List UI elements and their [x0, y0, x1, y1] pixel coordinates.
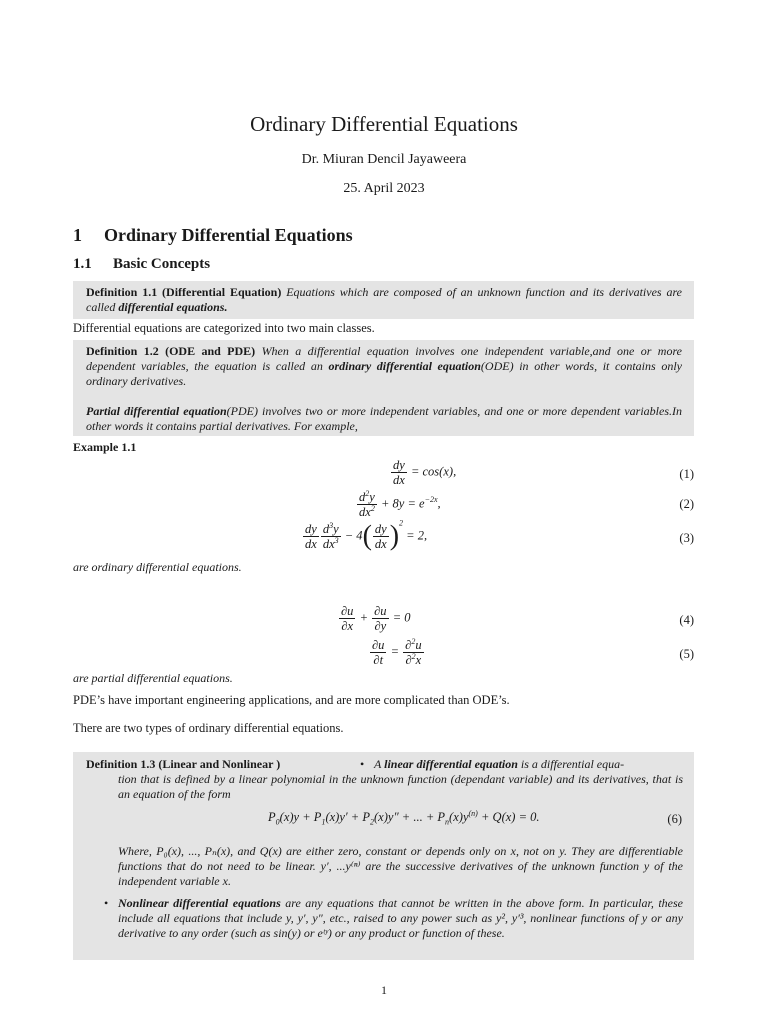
definition-label: Definition 1.2 (ODE and PDE)	[86, 344, 256, 358]
where-text: Where, P₀(x), ..., Pₙ(x), and Q(x) are either zero, constant or depends only on x, not on y. They are differentiable functions that do not need to be linear. y′, ...y⁽ⁿ⁾ are the successive derivatives of the unknown function y of the independent variable x.	[118, 844, 683, 888]
bullet-linear-start: • A linear differential equation is a differential equa-	[360, 757, 625, 771]
equation-number-5: (5)	[679, 647, 694, 661]
subsection-heading	[73, 256, 210, 273]
bullet-icon: •	[104, 896, 109, 910]
section-heading	[73, 225, 353, 246]
linear-term: linear differential equation	[384, 757, 518, 771]
bullet-nonlinear	[102, 896, 683, 941]
definition-term: differential equations.	[118, 300, 228, 314]
equation-number-3: (3)	[679, 531, 694, 545]
definition-text-continued: (ODE) in other words, it contains only ordinary derivatives.	[86, 359, 682, 388]
document-date: 25. April 2023	[343, 181, 425, 196]
nonlinear-definition-text: are any equations that cannot be written in the above form. In particular, these include all equations that include y, y′, y″, etc., raised to any power such as y², y′³, nonlinear functions of y or any derivative to any order (such as sin(y) or eᵗʸ) or any product or function of these.	[118, 896, 683, 940]
document-title: Ordinary Differential Equations	[250, 112, 518, 136]
nonlinear-term: Nonlinear differential equations	[118, 896, 281, 910]
definition-text: When a differential equation involves one independent variable,and one or more dependent variables, the equation is called an	[86, 344, 682, 373]
linear-definition-text: tion that is defined by a linear polynomial in the unknown function (dependant variable) and its derivatives, that is an equation of the form	[118, 772, 683, 801]
pde-caption: are partial differential equations.	[73, 671, 233, 685]
equation-3: $\frac{dy}{dx}$ $\frac{d^3y}{dx^3}$ − 4( $\frac{dy}{dx}$ )$^2$ = 2,	[305, 518, 428, 552]
paragraph-types: There are two types of ordinary differential equations.	[73, 721, 344, 735]
bullet-icon: •	[360, 757, 365, 771]
example-label: Example 1.1	[73, 440, 137, 454]
definition-label: Definition 1.3 (Linear and Nonlinear )	[86, 757, 281, 771]
definition-1-1-box	[73, 281, 694, 319]
section-title: Ordinary Differential Equations	[104, 225, 353, 245]
equation-number-6: (6)	[667, 812, 682, 826]
paragraph-pde: PDE’s have important engineering applications, and are more complicated than ODE’s.	[73, 693, 510, 707]
definition-label: Definition 1.1 (Differential Equation)	[86, 285, 282, 299]
definition-term: ordinary differential equation	[328, 359, 481, 373]
equation-number-4: (4)	[679, 613, 694, 627]
equation-4: $\frac{\partial u}{\partial x}$ + $\frac{\partial u}{\partial y}$ = 0	[341, 604, 411, 633]
author-name: Dr. Miuran Dencil Jayaweera	[301, 152, 467, 167]
equation-2: $\frac{d^2y}{dx^2}$ + $8y = e^{-2x}$,	[359, 488, 441, 519]
equation-6: $P_0(x)y + P_1(x)y' + P_2(x)y''$ + ... + $P_n(x)y^{(n)} + Q(x) = 0$.	[268, 808, 540, 827]
equation-number-2: (2)	[679, 497, 694, 511]
definition-1-3-box	[73, 752, 694, 960]
subsection-number: 1.1	[73, 256, 92, 272]
page-number: 1	[381, 983, 387, 997]
equation-5: $\frac{\partial u}{\partial t}$ = $\frac{\partial^2u}{\partial^2x}$	[372, 636, 422, 667]
pde-term: Partial differential equation	[86, 404, 227, 418]
paragraph-categories: Differential equations are categorized into two main classes.	[73, 321, 375, 335]
subsection-title: Basic Concepts	[113, 256, 211, 272]
equation-number-1: (1)	[679, 467, 694, 481]
definition-text: Equations which are composed of an unknown function and its derivatives are called	[86, 285, 682, 314]
pde-definition-text: (PDE) involves two or more independent variables, and one or more dependent variables.In other words it contains partial derivatives. For example,	[86, 404, 682, 433]
equation-1: $\frac{dy}{dx}$ = cos(x),	[393, 458, 457, 487]
section-number: 1	[73, 225, 82, 245]
definition-1-2-box	[73, 340, 694, 436]
ode-caption: are ordinary differential equations.	[73, 560, 242, 574]
